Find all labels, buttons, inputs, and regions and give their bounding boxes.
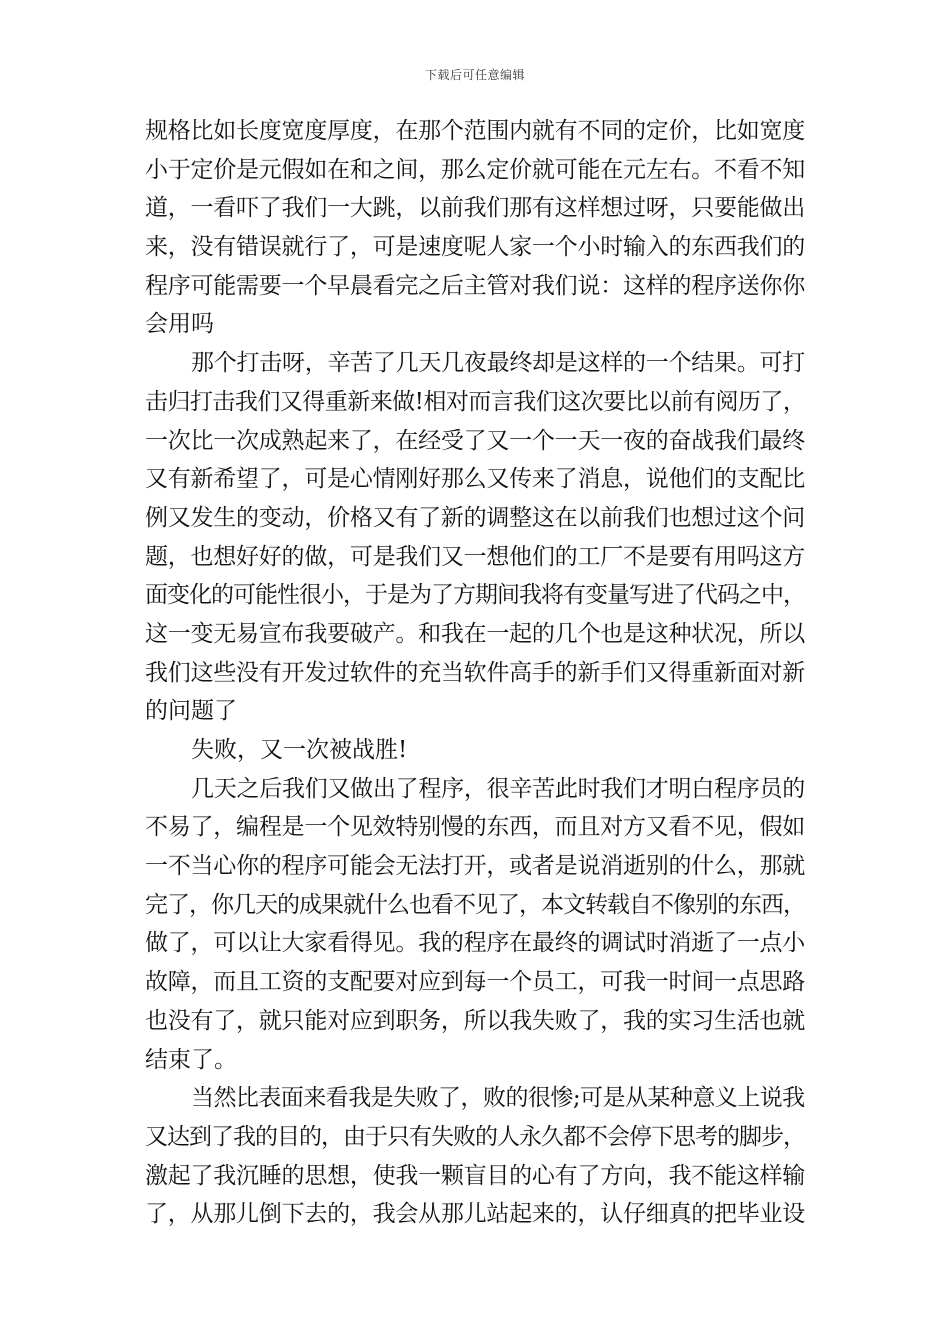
page-header: 下载后可任意编辑: [424, 68, 525, 82]
text-line: 了，从那儿倒下去的，我会从那儿站起来的，认仔细真的把毕业设: [145, 1201, 805, 1228]
text-line: 故障，而且工资的支配要对应到每一个员工，可我一时间一点思路: [145, 969, 805, 996]
text-line: 当然比表面来看我是失败了，败的很惨;可是从某种意义上说我: [191, 1085, 805, 1112]
text-line: 面变化的可能性很小，于是为了方期间我将有变量写进了代码之中，: [145, 582, 805, 609]
text-line: 又达到了我的目的，由于只有失败的人永久都不会停下思考的脚步，: [145, 1123, 805, 1150]
text-line: 这一变无易宣布我要破产。和我在一起的几个也是这种状况，所以: [145, 620, 805, 647]
text-line: 例又发生的变动，价格又有了新的调整这在以前我们也想过这个问: [145, 504, 805, 531]
document-body: [145, 112, 805, 1234]
text-line: 小于定价是元假如在和之间，那么定价就可能在元左右。不看不知: [145, 156, 805, 183]
text-line: 题，也想好好的做，可是我们又一想他们的工厂不是要有用吗这方: [145, 543, 805, 570]
text-line: 会用吗: [145, 311, 214, 338]
text-line: 结束了。: [145, 1046, 237, 1073]
text-line: 的问题了: [145, 698, 237, 725]
text-line: 击归打击我们又得重新来做!相对而言我们这次要比以前有阅历了，: [145, 388, 805, 415]
text-line: 规格比如长度宽度厚度，在那个范围内就有不同的定价，比如宽度: [145, 118, 805, 144]
text-line: 完了，你几天的成果就什么也看不见了，本文转载自不像别的东西，: [145, 891, 805, 918]
text-line: 程序可能需要一个早晨看完之后主管对我们说：这样的程序送你你: [145, 272, 805, 299]
text-line: 做了，可以让大家看得见。我的程序在最终的调试时消逝了一点小: [145, 930, 805, 957]
text-line: 一次比一次成熟起来了，在经受了又一个一天一夜的奋战我们最终: [145, 427, 805, 454]
text-line: 几天之后我们又做出了程序，很辛苦此时我们才明白程序员的: [191, 775, 805, 802]
text-line: 不易了，编程是一个见效特别慢的东西，而且对方又看不见，假如: [145, 814, 805, 841]
text-line: 我们这些没有开发过软件的充当软件高手的新手们又得重新面对新: [145, 659, 805, 686]
text-line: 那个打击呀，辛苦了几天几夜最终却是这样的一个结果。可打: [191, 350, 805, 377]
text-line: 又有新希望了，可是心情刚好那么又传来了消息，说他们的支配比: [145, 466, 805, 493]
text-line: 道，一看吓了我们一大跳，以前我们那有这样想过呀，只要能做出: [145, 195, 805, 222]
text-line: 来，没有错误就行了，可是速度呢人家一个小时输入的东西我们的: [145, 234, 805, 261]
text-line: 一不当心你的程序可能会无法打开，或者是说消逝别的什么，那就: [145, 853, 805, 880]
text-line: 失败，又一次被战胜!: [191, 737, 408, 763]
text-line: 也没有了，就只能对应到职务，所以我失败了，我的实习生活也就: [145, 1007, 805, 1034]
text-line: 激起了我沉睡的思想，使我一颗盲目的心有了方向，我不能这样输: [145, 1162, 805, 1189]
